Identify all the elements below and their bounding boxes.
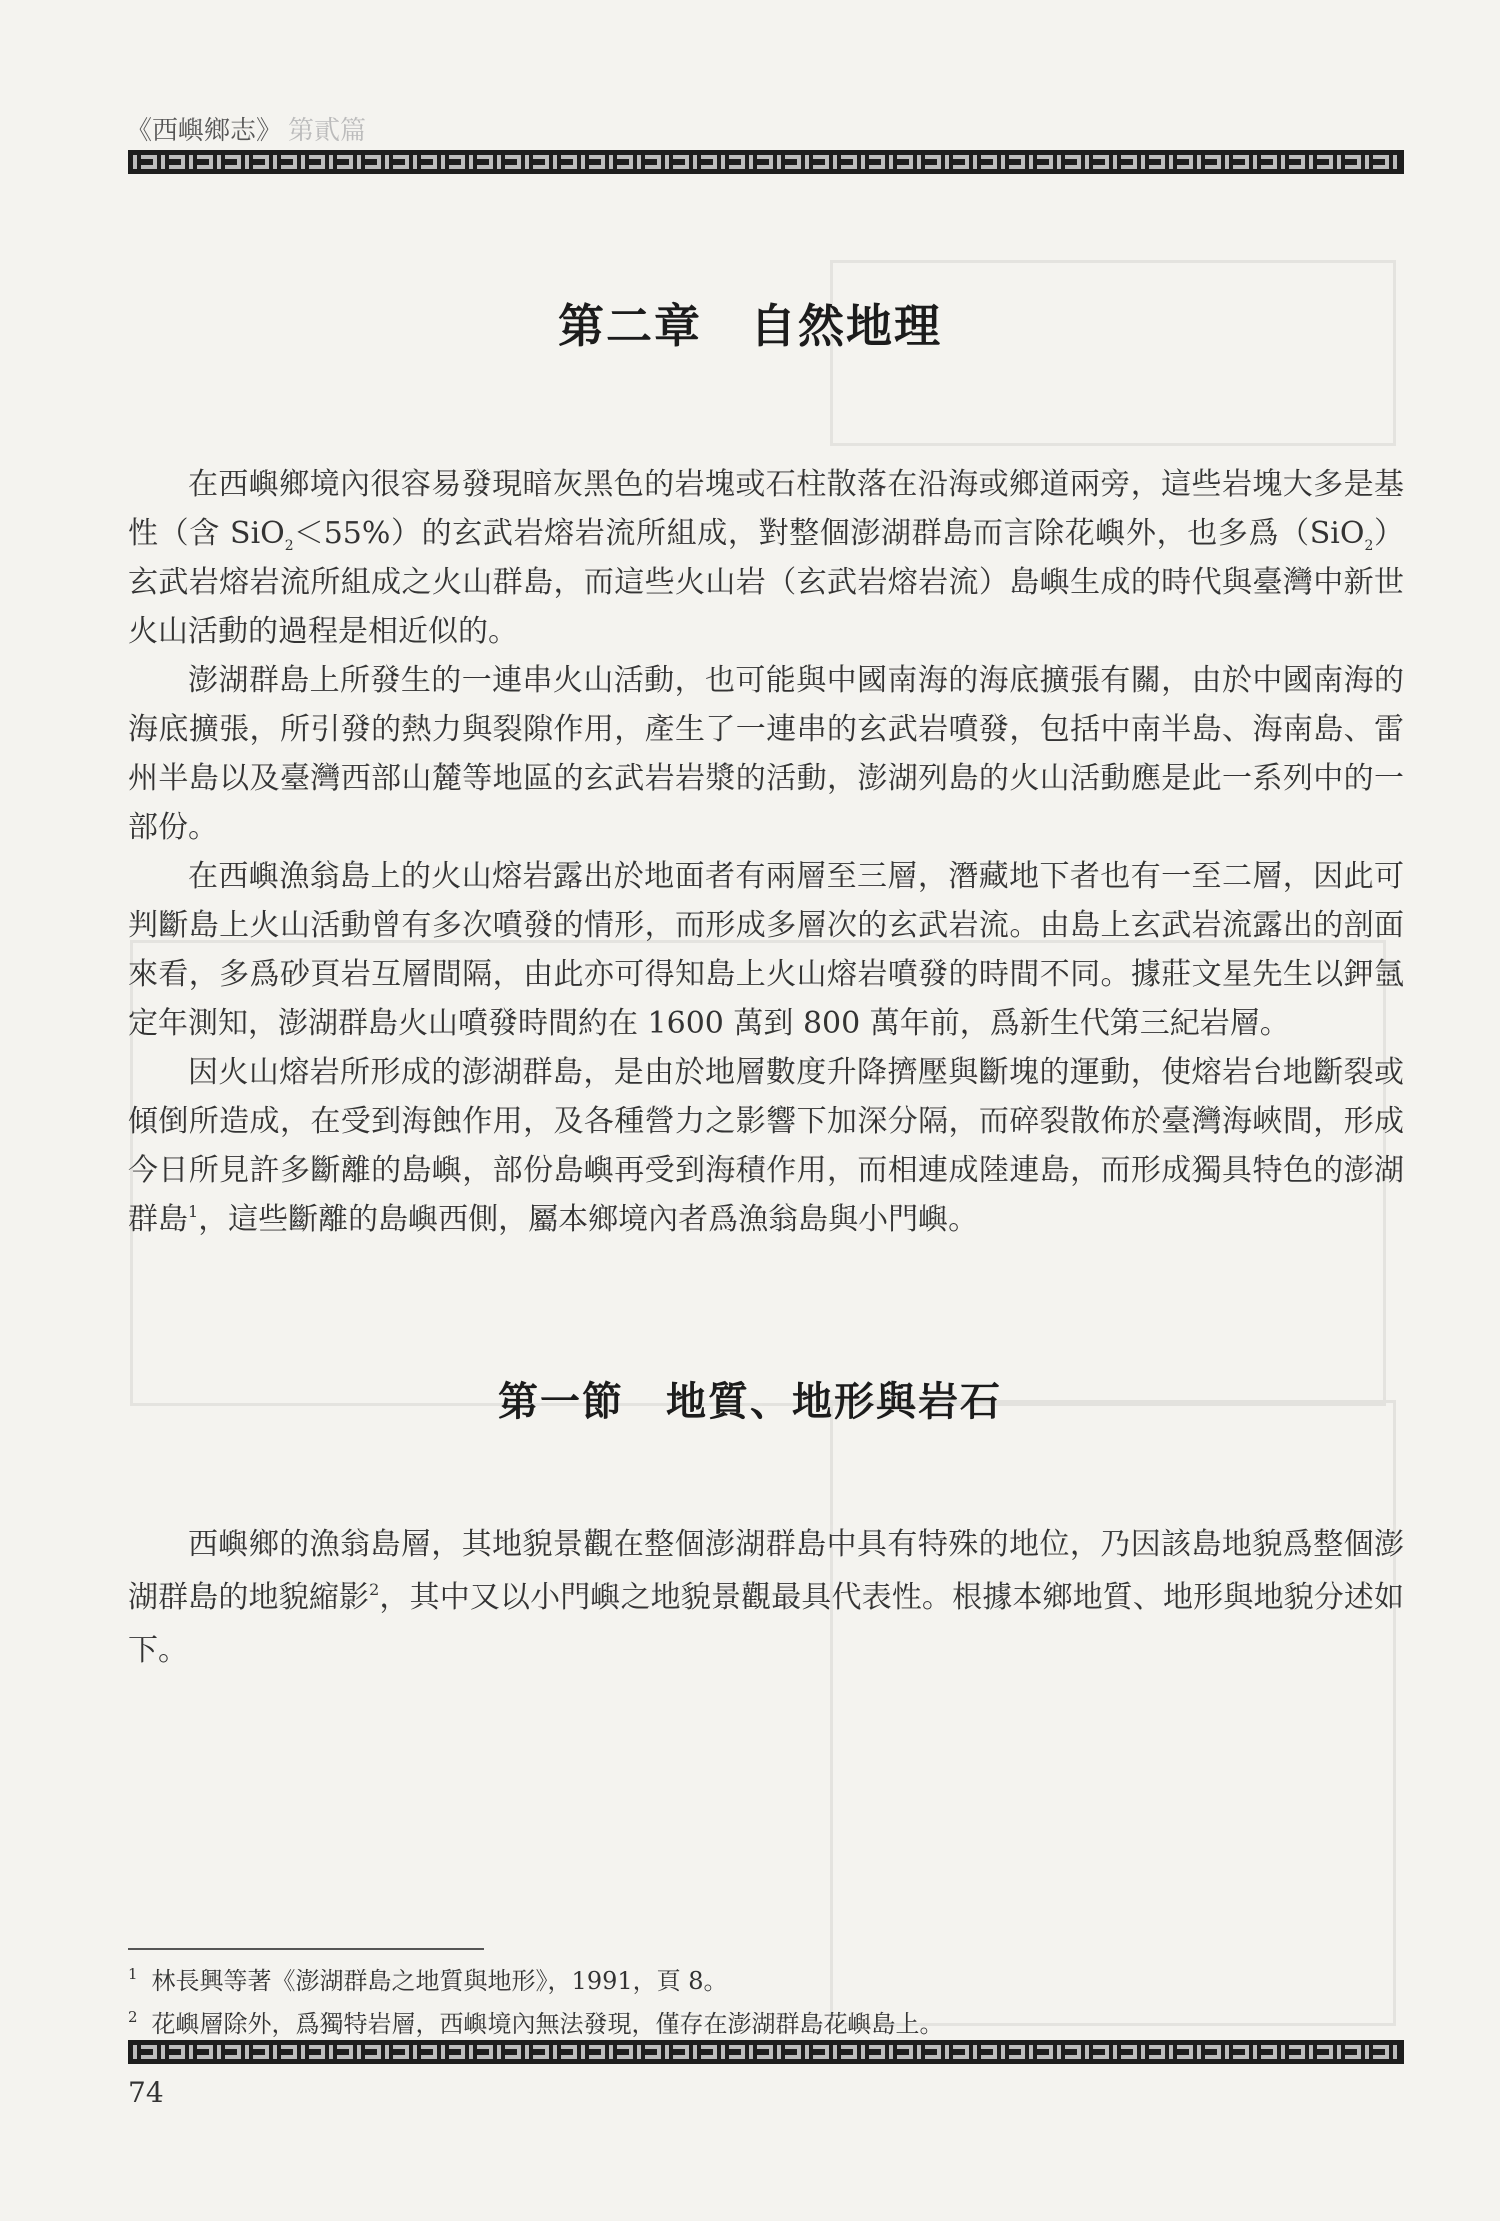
footnotes [128, 1956, 1404, 2042]
paragraph-1-part-a: 在西嶼鄉境內很容易發現暗灰黑色的岩塊或石柱散落在沿海或鄉道兩旁，這些岩塊大多是基性（含 SiO [128, 467, 1404, 551]
running-head-ghost: 第貳篇 [288, 116, 367, 146]
footnote-text: 花嶼層除外，爲獨特岩層，西嶼境內無法發現，僅存在澎湖群島花嶼島上。 [151, 2010, 944, 2038]
footnote-1 [128, 1956, 1404, 1999]
chapter-title: 第二章 自然地理 [558, 299, 942, 353]
footnote-number: 1 [128, 1965, 138, 1983]
footnote-number: 2 [128, 2008, 138, 2026]
top-decorative-band [128, 150, 1404, 174]
paragraph-3: 在西嶼漁翁島上的火山熔岩露出於地面者有兩層至三層，潛藏地下者也有一至二層，因此可判斷島上火山活動曾有多次噴發的情形，而形成多層次的玄武岩流。由島上玄武岩流露出的剖面來看，多爲砂頁岩互層間隔，由此亦可得知島上火山熔岩噴發的時間不同。據莊文星先生以鉀氬定年測知，澎湖群島火山噴發時間約在 1600 萬到 800 萬年前，爲新生代第三紀岩層。 [128, 859, 1404, 1041]
section-paragraph-part-b: ，其中又以小門嶼之地貌景觀最具代表性。根據本鄉地質、地形與地貌分述如下。 [128, 1580, 1405, 1668]
intro-text [128, 460, 1404, 1244]
paragraph-4 [128, 1048, 1404, 1244]
footnote-2 [128, 1999, 1404, 2042]
paragraph-4-part-b: ，這些斷離的島嶼西側，屬本鄉境內者爲漁翁島與小門嶼。 [198, 1202, 979, 1237]
footnote-ref-1[interactable]: 1 [188, 1202, 199, 1221]
page-number: 74 [128, 2076, 164, 2109]
running-head-title: 《西嶼鄉志》 [126, 116, 283, 146]
section-paragraph [128, 1518, 1404, 1677]
footnote-ref-2[interactable]: 2 [369, 1580, 380, 1599]
bottom-decorative-band [128, 2040, 1404, 2064]
footnote-divider [128, 1948, 484, 1950]
paragraph-4-part-a: 因火山熔岩所形成的澎湖群島，是由於地層數度升降擠壓與斷塊的運動，使熔岩台地斷裂或傾倒所造成，在受到海蝕作用，及各種營力之影響下加深分隔，而碎裂散佈於臺灣海峽間，形成今日所見許多斷離的島嶼，部份島嶼再受到海積作用，而相連成陸連島，而形成獨具特色的澎湖群島 [128, 1055, 1404, 1237]
paragraph-1-part-b: ＜55%）的玄武岩熔岩流所組成，對整個澎湖群島而言除花嶼外，也多爲（SiO [293, 516, 1365, 551]
running-head [126, 110, 366, 147]
paragraph-1 [128, 460, 1404, 656]
section-text [128, 1518, 1404, 1677]
paragraph-2: 澎湖群島上所發生的一連串火山活動，也可能與中國南海的海底擴張有關，由於中國南海的海底擴張，所引發的熱力與裂隙作用，產生了一連串的玄武岩噴發，包括中南半島、海南島、雷州半島以及臺灣西部山麓等地區的玄武岩岩漿的活動，澎湖列島的火山活動應是此一系列中的一部份。 [128, 663, 1404, 845]
subscript-2a: 2 [284, 538, 294, 554]
paragraph-1-part-c: ）玄武岩熔岩流所組成之火山群島，而這些火山岩（玄武岩熔岩流）島嶼生成的時代與臺灣中新世火山活動的過程是相近似的。 [128, 516, 1405, 649]
footnote-text: 林長興等著《澎湖群島之地質與地形》，1991，頁 8。 [151, 1967, 728, 1995]
section-title: 第一節 地質、地形與岩石 [498, 1378, 1002, 1425]
section-paragraph-part-a: 西嶼鄉的漁翁島層，其地貌景觀在整個澎湖群島中具有特殊的地位，乃因該島地貌爲整個澎湖群島的地貌縮影 [128, 1527, 1404, 1615]
subscript-2b: 2 [1364, 538, 1374, 554]
